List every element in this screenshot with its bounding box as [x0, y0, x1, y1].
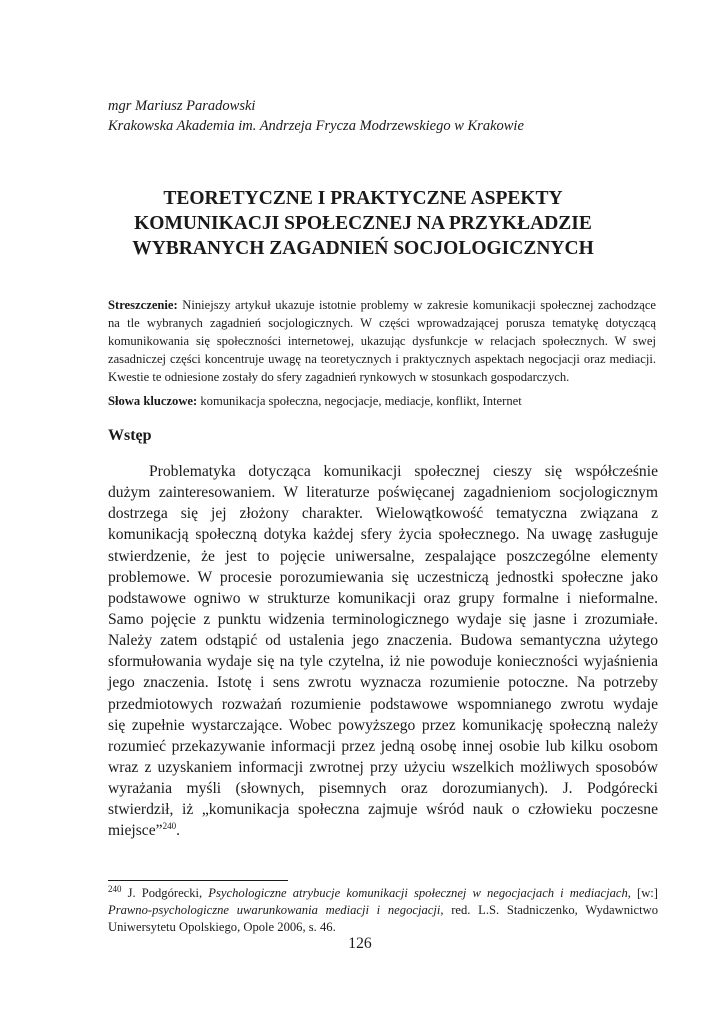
paragraph-line: stwierdził, iż „komunikacja społeczna zajmuje wśród nauk o człowieku poczesne [108, 801, 658, 819]
paragraph-last-line: miejsce”$^{240}$. [108, 821, 180, 840]
author-block [108, 96, 668, 136]
body-paragraph [108, 461, 658, 842]
paragraph-line: komunikacją społeczną dotyka każdej sfery życia społecznego. Na uwagę zasługuje [108, 526, 658, 544]
title-line: WYBRANYCH ZAGADNIEŃ SOCJOLOGICZNYCH [132, 238, 594, 259]
section-heading: Wstęp [108, 427, 152, 444]
footnote [108, 885, 658, 936]
paragraph-line: się zupełnie wystarczające. Wobec powyższego przez komunikację społeczną należy [108, 716, 658, 734]
paragraph-line: wyrażania myśli (słownych, pisemnych oraz dorozumianych). J. Podgórecki [108, 780, 658, 798]
paragraph-line: podstawowe ogniwo w strukturze komunikacji oraz grupy formalne i nieformalne. [108, 589, 658, 607]
paragraph-line: dostrzega się jej złożony charakter. Wielowątkowość tematyczna związana z [108, 505, 658, 523]
footnote-reference[interactable]: 240 [162, 821, 177, 832]
author-affiliation: Krakowska Akademia im. Andrzeja Frycza Modrzewskiego w Krakowie [108, 118, 524, 134]
abstract-text: Niniejszy artykuł ukazuje istotnie problemy w zakresie komunikacji społecznej zachodzące na tle wybranych zagadnień socjologicznych. W części wprowadzającej porusza tematykę dotyczącą komunikowania się społeczności internetowej, ukazując dysfunkcje w relacjach społecznych. W swej zasadniczej części koncentruje uwagę na teoretycznych i praktycznych aspektach negocjacji oraz mediacji. Kwestie te odniesione zostały do sfery zagadnień rynkowych w stosunkach gospodarczych. [108, 298, 656, 384]
paragraph-line-text: miejsce” [108, 822, 163, 840]
paragraph-line: sformułowania wydaje się na tyle czytelna, iż nie powoduje konieczności wyjaśnienia [108, 653, 658, 671]
keywords-text: komunikacja społeczna, negocjacje, mediacje, konflikt, Internet [200, 394, 522, 408]
paragraph-line: jego znaczenia. Istotę i sens zwrotu wyznacza rozumienie potoczne. Na potrzeby [108, 674, 658, 692]
abstract-label: Streszczenie: [108, 298, 178, 312]
footnote-author: J. Podgórecki, [127, 886, 203, 900]
footnote-separator [108, 880, 288, 881]
author-name: mgr Mariusz Paradowski [108, 98, 256, 114]
article-title [80, 186, 646, 261]
title-line: KOMUNIKACJI SPOŁECZNEJ NA PRZYKŁADZIE [134, 213, 592, 234]
paragraph-line: rozumieć przekazywanie informacji przez jedną osobę innej osobie lub kilku osobom [108, 737, 658, 755]
title-line: TEORETYCZNE I PRAKTYCZNE ASPEKTY [163, 188, 563, 209]
paragraph-line: dużym zainteresowaniem. W literaturze poświęcanej zagadnieniom socjologicznym [108, 484, 658, 502]
paragraph-line: Samo pojęcie z punktu widzenia terminologicznego wydaje się jasne i zrozumiałe. [108, 610, 658, 628]
footnote-title: Psychologiczne atrybucje komunikacji społecznej w negocjacjach i mediacjach [208, 886, 628, 900]
paragraph-line: problemowe. W procesie porozumiewania się uczestniczą jednostki społeczne jako [108, 568, 658, 586]
paragraph-line: stwierdzenie, że jest to pojęcie uniwersalne, zespalające poszczególne elementy [108, 547, 658, 565]
keywords [108, 392, 656, 410]
footnote-line [108, 902, 658, 919]
keywords-label: Słowa kluczowe: [108, 394, 198, 408]
paragraph-line: Problematyka dotycząca komunikacji społecznej cieszy się współcześnie [149, 463, 658, 480]
paragraph-line: Należy zatem odstąpić od ustalenia jego znaczenia. Budowa semantyczna użytego [108, 632, 658, 650]
abstract [108, 296, 656, 386]
footnote-line [108, 885, 658, 902]
footnote-book-title: Prawno-psychologiczne uwarunkowania mediacji i negocjacji [108, 903, 441, 917]
paragraph-line: przedmiotowych rozważań rozumienie podstawowe wspomnianego zwrotu wydaje [108, 695, 658, 713]
paragraph-line: wraz z uzyskaniem informacji zwrotnej przy użyciu wszelkich możliwych sposobów [108, 758, 658, 776]
page-number: 126 [348, 935, 372, 952]
footnote-suffix: , [w:] [627, 886, 658, 900]
footnote-number: 240 [108, 883, 122, 894]
footnote-editor: , red. L.S. Stadniczenko, Wydawnictwo [440, 903, 659, 917]
footnote-line: Uniwersytetu Opolskiego, Opole 2006, s. 46. [108, 920, 336, 934]
